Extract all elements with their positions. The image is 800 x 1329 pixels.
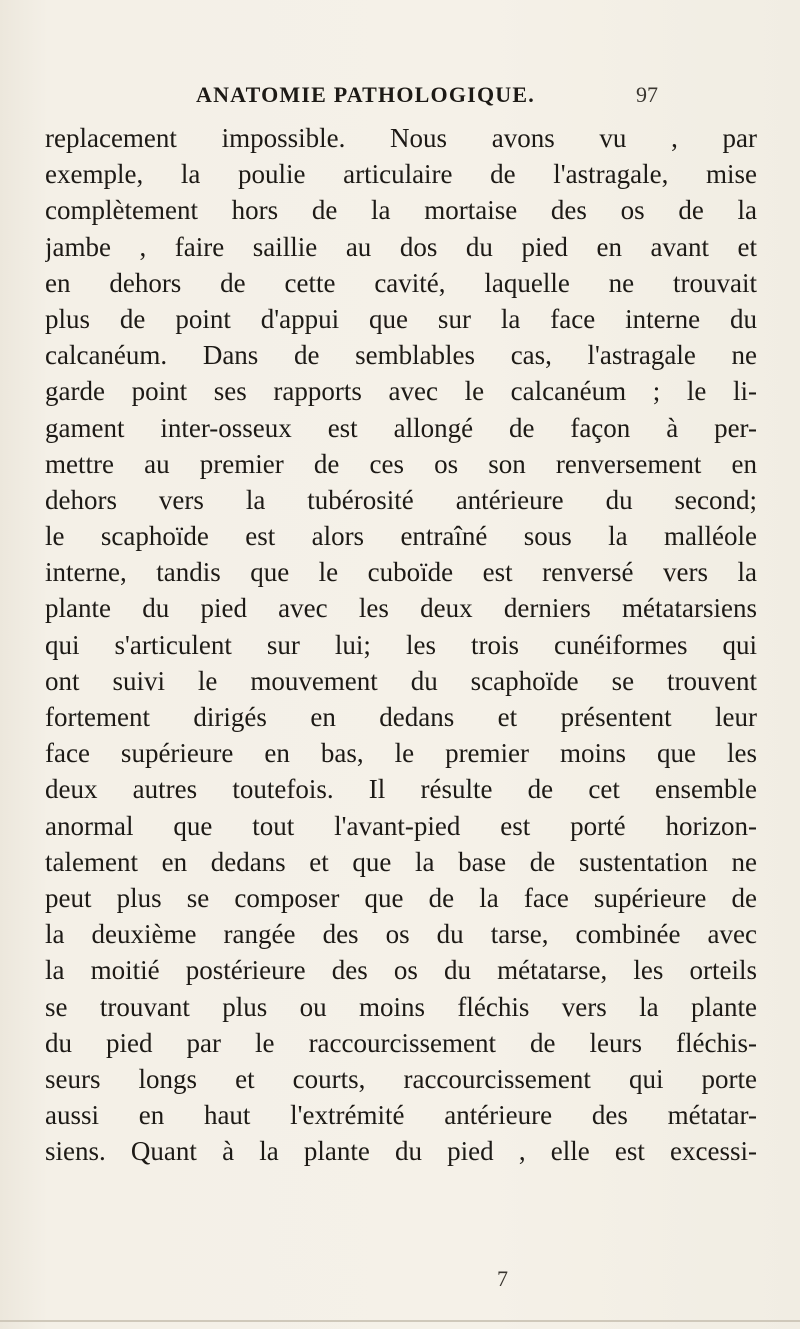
page-bottom-edge xyxy=(0,1320,800,1322)
text-line: peut plus se composer que de la face supérieure de xyxy=(45,882,757,913)
text-line: interne, tandis que le cuboïde est renversé vers la xyxy=(45,557,757,588)
text-line: aussi en haut l'extrémité antérieure des métatar- xyxy=(45,1100,757,1131)
text-line: exemple, la poulie articulaire de l'astragale, mise xyxy=(45,159,757,190)
text-line: plante du pied avec les deux derniers métatarsiens xyxy=(45,593,757,624)
running-head xyxy=(0,80,800,120)
signature-mark: 7 xyxy=(497,1266,508,1291)
text-line: jambe , faire saillie au dos du pied en avant et xyxy=(45,231,757,262)
text-line: plus de point d'appui que sur la face interne du xyxy=(45,303,757,334)
text-line: mettre au premier de ces os son renversement en xyxy=(45,448,757,479)
text-line: seurs longs et courts, raccourcissement qui porte xyxy=(45,1063,757,1094)
text-line: le scaphoïde est alors entraîné sous la malléole xyxy=(45,521,757,552)
text-line: fortement dirigés en dedans et présentent leur xyxy=(45,702,757,732)
body-text xyxy=(45,120,757,1169)
text-line: qui s'articulent sur lui; les trois cunéiformes qui xyxy=(45,629,757,660)
text-line: garde point ses rapports avec le calcanéum ; le li- xyxy=(45,376,757,407)
text-line: replacement impossible. Nous avons vu , par xyxy=(45,123,757,153)
text-line: la moitié postérieure des os du métatarse, les orteils xyxy=(45,955,757,986)
text-line: en dehors de cette cavité, laquelle ne trouvait xyxy=(45,267,757,298)
text-line: ont suivi le mouvement du scaphoïde se trouvent xyxy=(45,665,757,696)
text-line: dehors vers la tubérosité antérieure du second; xyxy=(45,484,757,515)
text-line: calcanéum. Dans de semblables cas, l'astragale ne xyxy=(45,340,757,371)
page-number: 97 xyxy=(636,82,658,107)
text-line: siens. Quant à la plante du pied , elle est excessi- xyxy=(45,1136,757,1167)
text-line: talement en dedans et que la base de sustentation ne xyxy=(45,846,757,877)
text-line: la deuxième rangée des os du tarse, combinée avec xyxy=(45,919,757,950)
text-line: gament inter-osseux est allongé de façon à per- xyxy=(45,412,757,443)
text-line: complètement hors de la mortaise des os de la xyxy=(45,195,757,226)
text-line: deux autres toutefois. Il résulte de cet ensemble xyxy=(45,774,757,805)
text-line: du pied par le raccourcissement de leurs fléchis- xyxy=(45,1027,757,1058)
text-line: anormal que tout l'avant-pied est porté horizon- xyxy=(45,810,757,841)
text-line: se trouvant plus ou moins fléchis vers la plante xyxy=(45,991,757,1022)
text-line: face supérieure en bas, le premier moins que les xyxy=(45,738,757,769)
running-title: ANATOMIE PATHOLOGIQUE. xyxy=(196,82,535,107)
